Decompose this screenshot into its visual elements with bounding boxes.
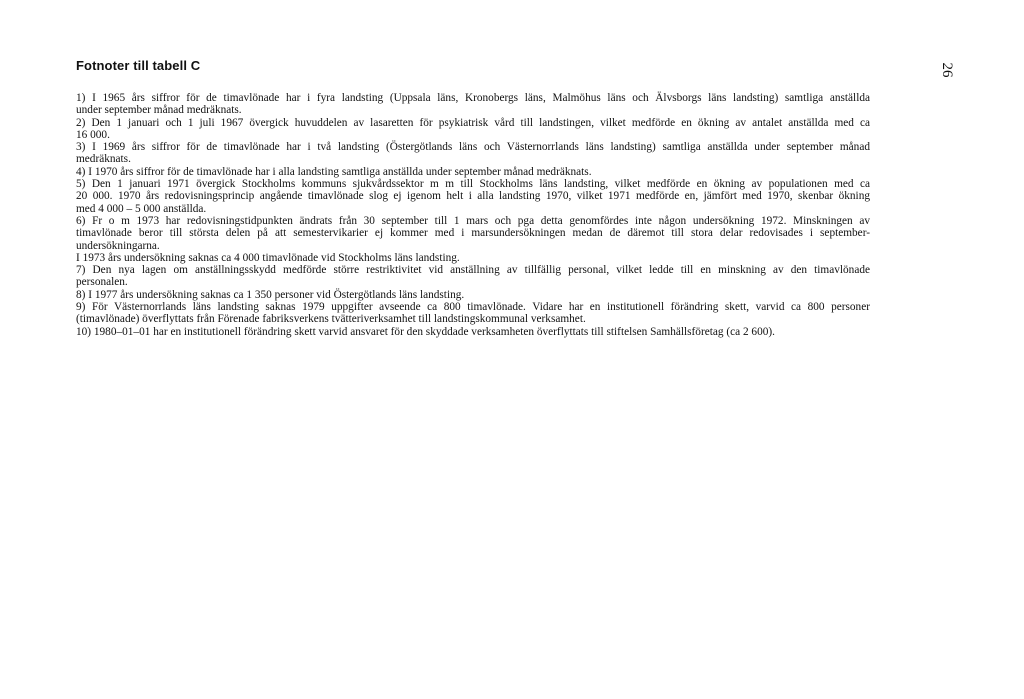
footnote-line: 6) Fr o m 1973 har redovisningstidpunkten ändrats från 30 september till 1 mars och pga detta genomfördes inte någon undersökning 1972. Minskningen av (76, 214, 870, 227)
footnote-line: 7) Den nya lagen om anställningsskydd medförde större restriktivitet vid anställning av tillfällig personal, vilket ledde till en minskning av den timavlönade (76, 264, 870, 277)
footnote-line: 2) Den 1 januari och 1 juli 1967 övergick huvuddelen av lasaretten för psykiatrisk vård till landstingen, vilket medförde en ökning av antalet anställda med ca (76, 116, 870, 129)
footnote-line: under september månad medräknats. (76, 104, 242, 117)
footnote-line: 8) I 1977 års undersökning saknas ca 1 350 personer vid Östergötlands läns landsting. (76, 288, 465, 301)
footnote-line: medräknats. (76, 153, 131, 166)
footnote-line: I 1973 års undersökning saknas ca 4 000 timavlönade vid Stockholms läns landsting. (76, 251, 460, 264)
footnote-line: 9) För Västernorrlands läns landsting saknas 1979 uppgifter avseende ca 800 timavlönade. Vidare har en institutionell förändring skett, varvid ca 800 personer (76, 301, 870, 314)
footnote-line: 3) I 1969 års siffror för de timavlönade har i två landsting (Östergötlands läns och Västernorrlands läns landsting) samtliga anställda under september månad (76, 141, 870, 154)
footnote-line: personalen. (76, 276, 128, 289)
footnote-line: 10) 1980–01–01 har en institutionell förändring skett varvid ansvaret för den skyddade verksamheten överflyttats till stiftelsen Samhällsföretag (ca 2 600). (76, 325, 775, 338)
footnote-line: 5) Den 1 januari 1971 övergick Stockholms kommuns sjukvårdssektor m m till Stockholms läns landsting, vilket medförde en ökning av populationen med ca (76, 178, 870, 191)
footnote-line: (timavlönade) överflyttats från Förenade fabriksverkens tvätteriverksamhet till landstingskommunal verksamhet. (76, 313, 586, 326)
page-heading: Fotnoter till tabell C (76, 58, 201, 73)
footnote-line: 16 000. (76, 128, 110, 141)
footnotes-block (76, 92, 870, 338)
page-number: 26 (939, 62, 955, 78)
footnote-line: undersökningarna. (76, 239, 160, 252)
footnote-line: 1) I 1965 års siffror för de timavlönade har i fyra landsting (Uppsala läns, Kronobergs läns, Malmöhus läns och Älvsborgs läns landsting) samtliga anställda (76, 92, 870, 104)
footnote-line: 20 000. 1970 års redovisningsprincip angående timavlönade slog ej igenom helt i alla landsting 1970, vilket 1971 medförde en, jämfört med 1970, skenbar ökning (76, 190, 870, 203)
footnote-line: med 4 000 – 5 000 anställda. (76, 202, 207, 215)
footnote-line: timavlönade beror till största delen på att semestervikarier ej kommer med i marsundersökningen medan de däremot till stora delar redovisades i september- (76, 227, 870, 240)
footnote-line: 4) I 1970 års siffror för de timavlönade har i alla landsting samtliga anställda under september månad medräknats. (76, 165, 592, 178)
